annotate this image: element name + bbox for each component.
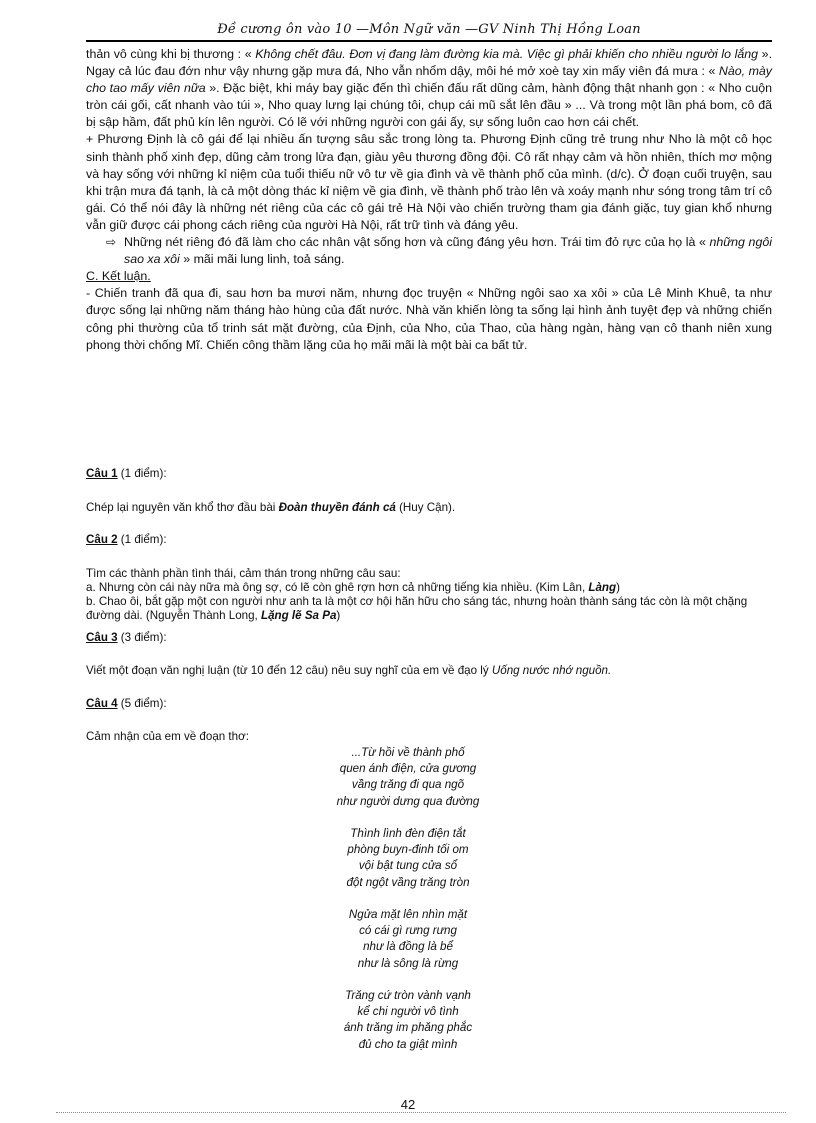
poem-line: vầng trăng đi qua ngõ bbox=[351, 778, 465, 792]
conclusion-paragraph: - Chiến tranh đã qua đi, sau hơn ba mươi năm, nhưng đọc truyện « Những ngôi sao xa xôi » của Lê Minh Khuê, ta như được sống lại những năm tháng hào hùng của đất nước. Nhà văn khiến lòng ta sống lại hình ảnh tuyệt đẹp và những chiến công phi thường của tổ trinh sát mặt đường, của Định, của Nho, của Thao, của hàng ngàn, hàng vạn cô thanh niên xung phong thời chống Mĩ. Chiến công thầm lặng của họ mãi mãi là một bài ca bất tử. bbox=[86, 286, 772, 352]
poem-line: Thình lình đèn điện tắt bbox=[350, 827, 466, 840]
text-run: Chép lại nguyên văn khổ thơ đầu bài bbox=[86, 501, 279, 514]
poem-line: Trăng cứ tròn vành vạnh bbox=[345, 989, 471, 1002]
work-title: Làng bbox=[588, 581, 617, 594]
question-3-title bbox=[86, 631, 772, 645]
poem-line: phòng buyn-đinh tối om bbox=[347, 843, 469, 857]
text-run: ) bbox=[616, 581, 620, 594]
quote-italic: Không chết đâu. Đơn vị đang làm đường kia mà. Việc gì phải khiến cho nhiều người lo lắng bbox=[255, 47, 759, 61]
poem-line: có cái gì rưng rưng bbox=[359, 924, 457, 938]
poem-stanza bbox=[230, 826, 586, 891]
paragraph-summary bbox=[86, 234, 772, 268]
poem-line: ánh trăng im phăng phắc bbox=[343, 1021, 473, 1035]
question-1-title bbox=[86, 467, 772, 481]
question-item-a bbox=[86, 581, 772, 595]
question-number: Câu 3 bbox=[86, 631, 118, 644]
question-3-prompt bbox=[86, 664, 772, 678]
work-title: Lặng lẽ Sa Pa bbox=[261, 609, 337, 622]
proverb-italic: Uống nước nhớ nguồn. bbox=[491, 664, 612, 677]
question-1-prompt bbox=[86, 501, 772, 515]
poem-line: ...Từ hồi về thành phố bbox=[351, 746, 465, 759]
page-header: Đề cương ôn vào 10 —Môn Ngữ văn —GV Ninh Thị Hồng Loan bbox=[217, 22, 641, 37]
poem-line: vội bật tung cửa sổ bbox=[358, 859, 458, 873]
question-item-b bbox=[86, 595, 772, 623]
poem-line: quen ánh điện, cửa gương bbox=[339, 762, 477, 776]
question-points: (1 điểm): bbox=[117, 533, 167, 546]
poem-line: kể chi người vô tình bbox=[357, 1005, 459, 1019]
text-run: Viết một đoạn văn nghị luận (từ 10 đến 12 câu) nêu suy nghĩ của em về đạo lý bbox=[86, 664, 492, 677]
text-run: ». Ngay cả lúc đau đớn như vậy nhưng gặp mưa đá, Nho vẫn nhổm dậy, môi hé mở xoè tay xin mấy viên đá mưa : « bbox=[86, 47, 773, 79]
question-points: (1 điểm): bbox=[117, 467, 167, 480]
poem-line: như là sông là rừng bbox=[357, 956, 459, 970]
poem-line: đủ cho ta giật mình bbox=[358, 1037, 458, 1051]
poem-line: đột ngột vầng trăng tròn bbox=[346, 875, 470, 889]
text-run: Những nét riêng đó đã làm cho các nhân vật sống hơn và cũng đáng yêu hơn. Trái tim đỏ rực của họ là « bbox=[124, 235, 710, 250]
poem-stanza bbox=[230, 907, 586, 972]
text-run: a. Nhưng còn cái này nữa mà ông sợ, có lẽ còn ghê rợn hơn cả những tiếng kia nhiều. (Kim Lân, bbox=[86, 581, 589, 594]
paragraph-nho bbox=[86, 46, 772, 131]
poem-line: như người dưng qua đường bbox=[336, 794, 480, 808]
footer-dotted-rule bbox=[56, 1112, 786, 1113]
poem-stanza bbox=[230, 988, 586, 1053]
quote-italic: Nào, mày cho tao mấy viên nữa bbox=[86, 64, 772, 96]
text-run: ) bbox=[336, 609, 341, 622]
text-run: b. Chao ôi, bắt gặp một con người như anh ta là một cơ hội hãn hữu cho sáng tác, nhưng hoàn thành sáng tác còn là một chặng đường dài. (Nguyễn Thành Long, bbox=[86, 595, 748, 622]
poem-line: như là đồng là bể bbox=[363, 940, 453, 954]
question-4-prompt: Cảm nhận của em về đoạn thơ: bbox=[86, 730, 249, 743]
poem-line: Ngửa mặt lên nhìn mặt bbox=[348, 908, 468, 921]
poem-stanza bbox=[230, 745, 586, 810]
text-run: » mãi mãi lung linh, toả sáng. bbox=[179, 252, 345, 267]
question-number: Câu 4 bbox=[86, 697, 118, 710]
work-title: Đoàn thuyền đánh cá bbox=[278, 501, 396, 514]
header-rule bbox=[86, 40, 772, 42]
passage-body bbox=[86, 46, 772, 354]
arrow-icon: ⇨ bbox=[106, 235, 117, 250]
conclusion-heading: C. Kết luận. bbox=[86, 269, 151, 284]
question-2-title bbox=[86, 533, 772, 547]
quote-italic: những ngôi sao xa xôi bbox=[124, 235, 772, 267]
question-points: (3 điểm): bbox=[117, 631, 167, 644]
question-4-title bbox=[86, 697, 772, 711]
poem bbox=[230, 745, 586, 1069]
question-2-body bbox=[86, 567, 772, 623]
text-run: (Huy Cận). bbox=[395, 501, 456, 514]
question-intro: Tìm các thành phần tình thái, cảm thán trong những câu sau: bbox=[86, 567, 401, 580]
text-run: ». Đặc biệt, khi máy bay giặc đến thì chiến đấu rất dũng cảm, hành động thật nhanh gọn : « Nho cuộn tròn cái gối, cất nhanh vào túi », Nho quay lưng lại chúng tôi, chụp cái mũ sắt lên đầu » ... Và trong một lần phá bom, cô đã bị sập hầm, đất phủ kín lên người. Có lẽ với những người con gái ấy, sự sống luôn cao hơn cái chết. bbox=[86, 81, 772, 130]
question-number: Câu 2 bbox=[86, 533, 118, 546]
text-run: thản vô cùng khi bị thương : « bbox=[86, 47, 256, 61]
paragraph-phuong-dinh: + Phương Định là cô gái để lại nhiều ấn tượng sâu sắc trong lòng ta. Phương Định cũng trẻ trung như Nho là một cô học sinh thành phố xinh đẹp, dũng cảm trong lửa đạn, giàu yêu thương đồng đội. Cô rất nhạy cảm và hồn nhiên, thích mơ mộng và hay sống với những kỉ niệm của tuổi thiếu nữ vô tư về gia đình và về thành phố của mình. (d/c). Ở đoạn cuối truyện, sau khi trận mưa đá tạnh, là cả một dòng thác kỉ niệm về gia đình, về thành phố trào lên và xoáy mạnh như sóng trong tâm trí cô gái. Có thể nói đây là những nét riêng của các cô gái trẻ Hà Nội vào chiến trường tham gia đánh giặc, tuy gian khổ nhưng vẫn giữ được cái phong cách riêng của người Hà Nội, rất trữ tình và đáng yêu. bbox=[86, 132, 772, 232]
page-number: 42 bbox=[400, 1097, 416, 1112]
question-number: Câu 1 bbox=[86, 467, 118, 480]
question-points: (5 điểm): bbox=[117, 697, 167, 710]
